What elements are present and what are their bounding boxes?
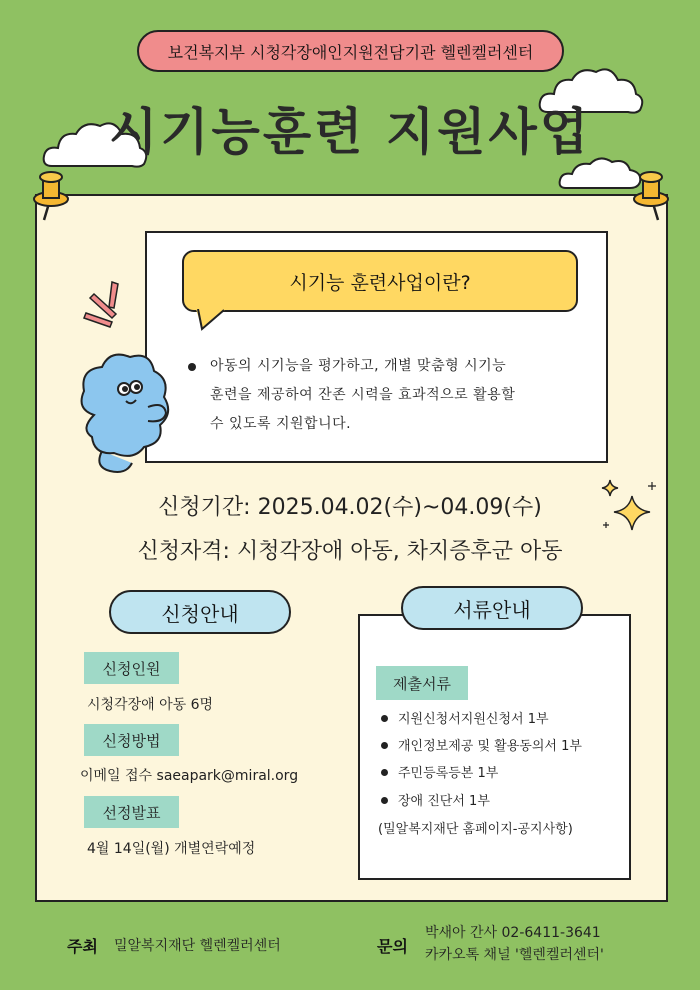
intro-speech-bubble: 시기능 훈련사업이란? — [182, 250, 578, 312]
host-value: 밀알복지재단 헬렌켈러센터 — [114, 938, 281, 954]
host-label: 주최 — [67, 937, 98, 956]
documents-note: (밀알복지재단 홈페이지-공지사항) — [378, 822, 573, 837]
document-item: 장애 진단서 1부 — [381, 790, 490, 809]
pushpin-right-icon — [630, 166, 672, 222]
intro-line: 훈련을 제공하여 잔존 시력을 효과적으로 활용할 — [210, 387, 516, 403]
eligibility: 신청자격: 시청각장애 아동, 차지증후군 아동 — [137, 539, 563, 564]
intro-line: 수 있도록 지원합니다. — [210, 416, 352, 432]
guide-value-method: 이메일 접수 saeapark@miral.org — [80, 768, 299, 784]
contact-phone: 박새아 간사 02-6411-3641 — [425, 925, 601, 941]
application-period: 신청기간: 2025.04.02(수)~04.09(수) — [158, 495, 542, 520]
guide-label-quota: 신청인원 — [84, 652, 179, 684]
document-item: 지원신청서지원신청서 1부 — [381, 708, 549, 727]
bullet-icon — [381, 742, 388, 749]
contact-kakao: 카카오톡 채널 '헬렌켈러센터' — [425, 947, 604, 963]
guide-value-announcement: 4월 14일(월) 개별연락예정 — [87, 841, 256, 857]
document-item: 주민등록등본 1부 — [381, 762, 498, 781]
intro-description — [183, 352, 588, 439]
guide-value-quota: 시청각장애 아동 6명 — [87, 697, 213, 713]
contact-label: 문의 — [377, 937, 408, 956]
bullet-icon — [381, 769, 388, 776]
bullet-icon — [188, 363, 196, 371]
bullet-icon — [381, 715, 388, 722]
documents-section-title: 서류안내 — [401, 586, 583, 630]
document-item: 개인정보제공 및 활용동의서 1부 — [381, 735, 582, 754]
guide-label-announcement: 선정발표 — [84, 796, 179, 828]
bullet-icon — [381, 797, 388, 804]
guide-section-title: 신청안내 — [109, 590, 291, 634]
documents-label: 제출서류 — [376, 666, 468, 700]
mascot-character-icon — [74, 343, 174, 483]
pushpin-left-icon — [30, 166, 72, 222]
page-title: 시기능훈련 지원사업 — [108, 103, 592, 161]
emphasis-burst-icon — [82, 278, 142, 338]
speech-bubble-tail — [196, 309, 230, 331]
guide-label-method: 신청방법 — [84, 724, 179, 756]
intro-line: 아동의 시기능을 평가하고, 개별 맞춤형 시기능 — [210, 358, 507, 374]
organization-banner: 보건복지부 시청각장애인지원전담기관 헬렌켈러센터 — [137, 30, 564, 72]
